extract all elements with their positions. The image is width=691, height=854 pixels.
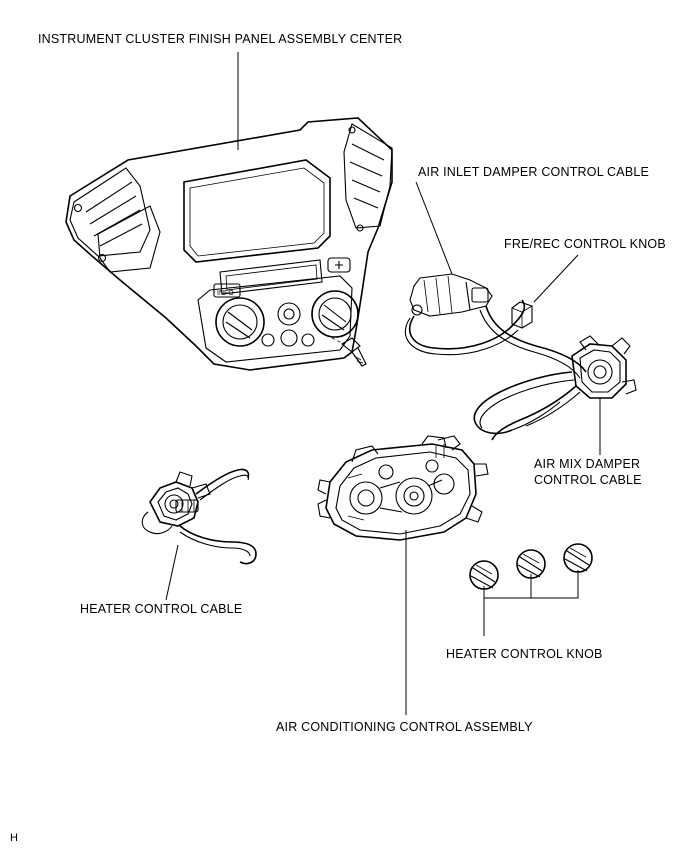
air-inlet-damper-control-cable-art bbox=[405, 274, 586, 378]
leader-heater-control-cable bbox=[166, 545, 178, 600]
label-air-mix-damper-control-cable-line1: AIR MIX DAMPER bbox=[534, 457, 641, 471]
label-air-mix-damper-control-cable-line2: CONTROL CABLE bbox=[534, 473, 642, 487]
fre-rec-control-knob-art bbox=[512, 302, 532, 328]
ac-control-assembly-art bbox=[318, 436, 488, 540]
instrument-cluster-finish-panel-art bbox=[66, 118, 392, 370]
label-air-inlet-damper-control-cable: AIR INLET DAMPER CONTROL CABLE bbox=[418, 165, 650, 179]
leader-air-inlet-cable bbox=[416, 182, 452, 274]
leader-fre-rec-knob bbox=[534, 255, 578, 302]
info-button-label: INFO bbox=[217, 290, 234, 297]
label-instrument-cluster-finish-panel: INSTRUMENT CLUSTER FINISH PANEL ASSEMBLY CENTER bbox=[38, 32, 403, 46]
label-heater-control-knob: HEATER CONTROL KNOB bbox=[446, 647, 603, 661]
label-ac-control-assembly: AIR CONDITIONING CONTROL ASSEMBLY bbox=[276, 720, 533, 734]
label-fre-rec-control-knob: FRE/REC CONTROL KNOB bbox=[504, 237, 666, 251]
page-footnote: H bbox=[10, 832, 18, 844]
label-heater-control-cable: HEATER CONTROL CABLE bbox=[80, 602, 243, 616]
heater-control-cable-art bbox=[142, 469, 256, 563]
